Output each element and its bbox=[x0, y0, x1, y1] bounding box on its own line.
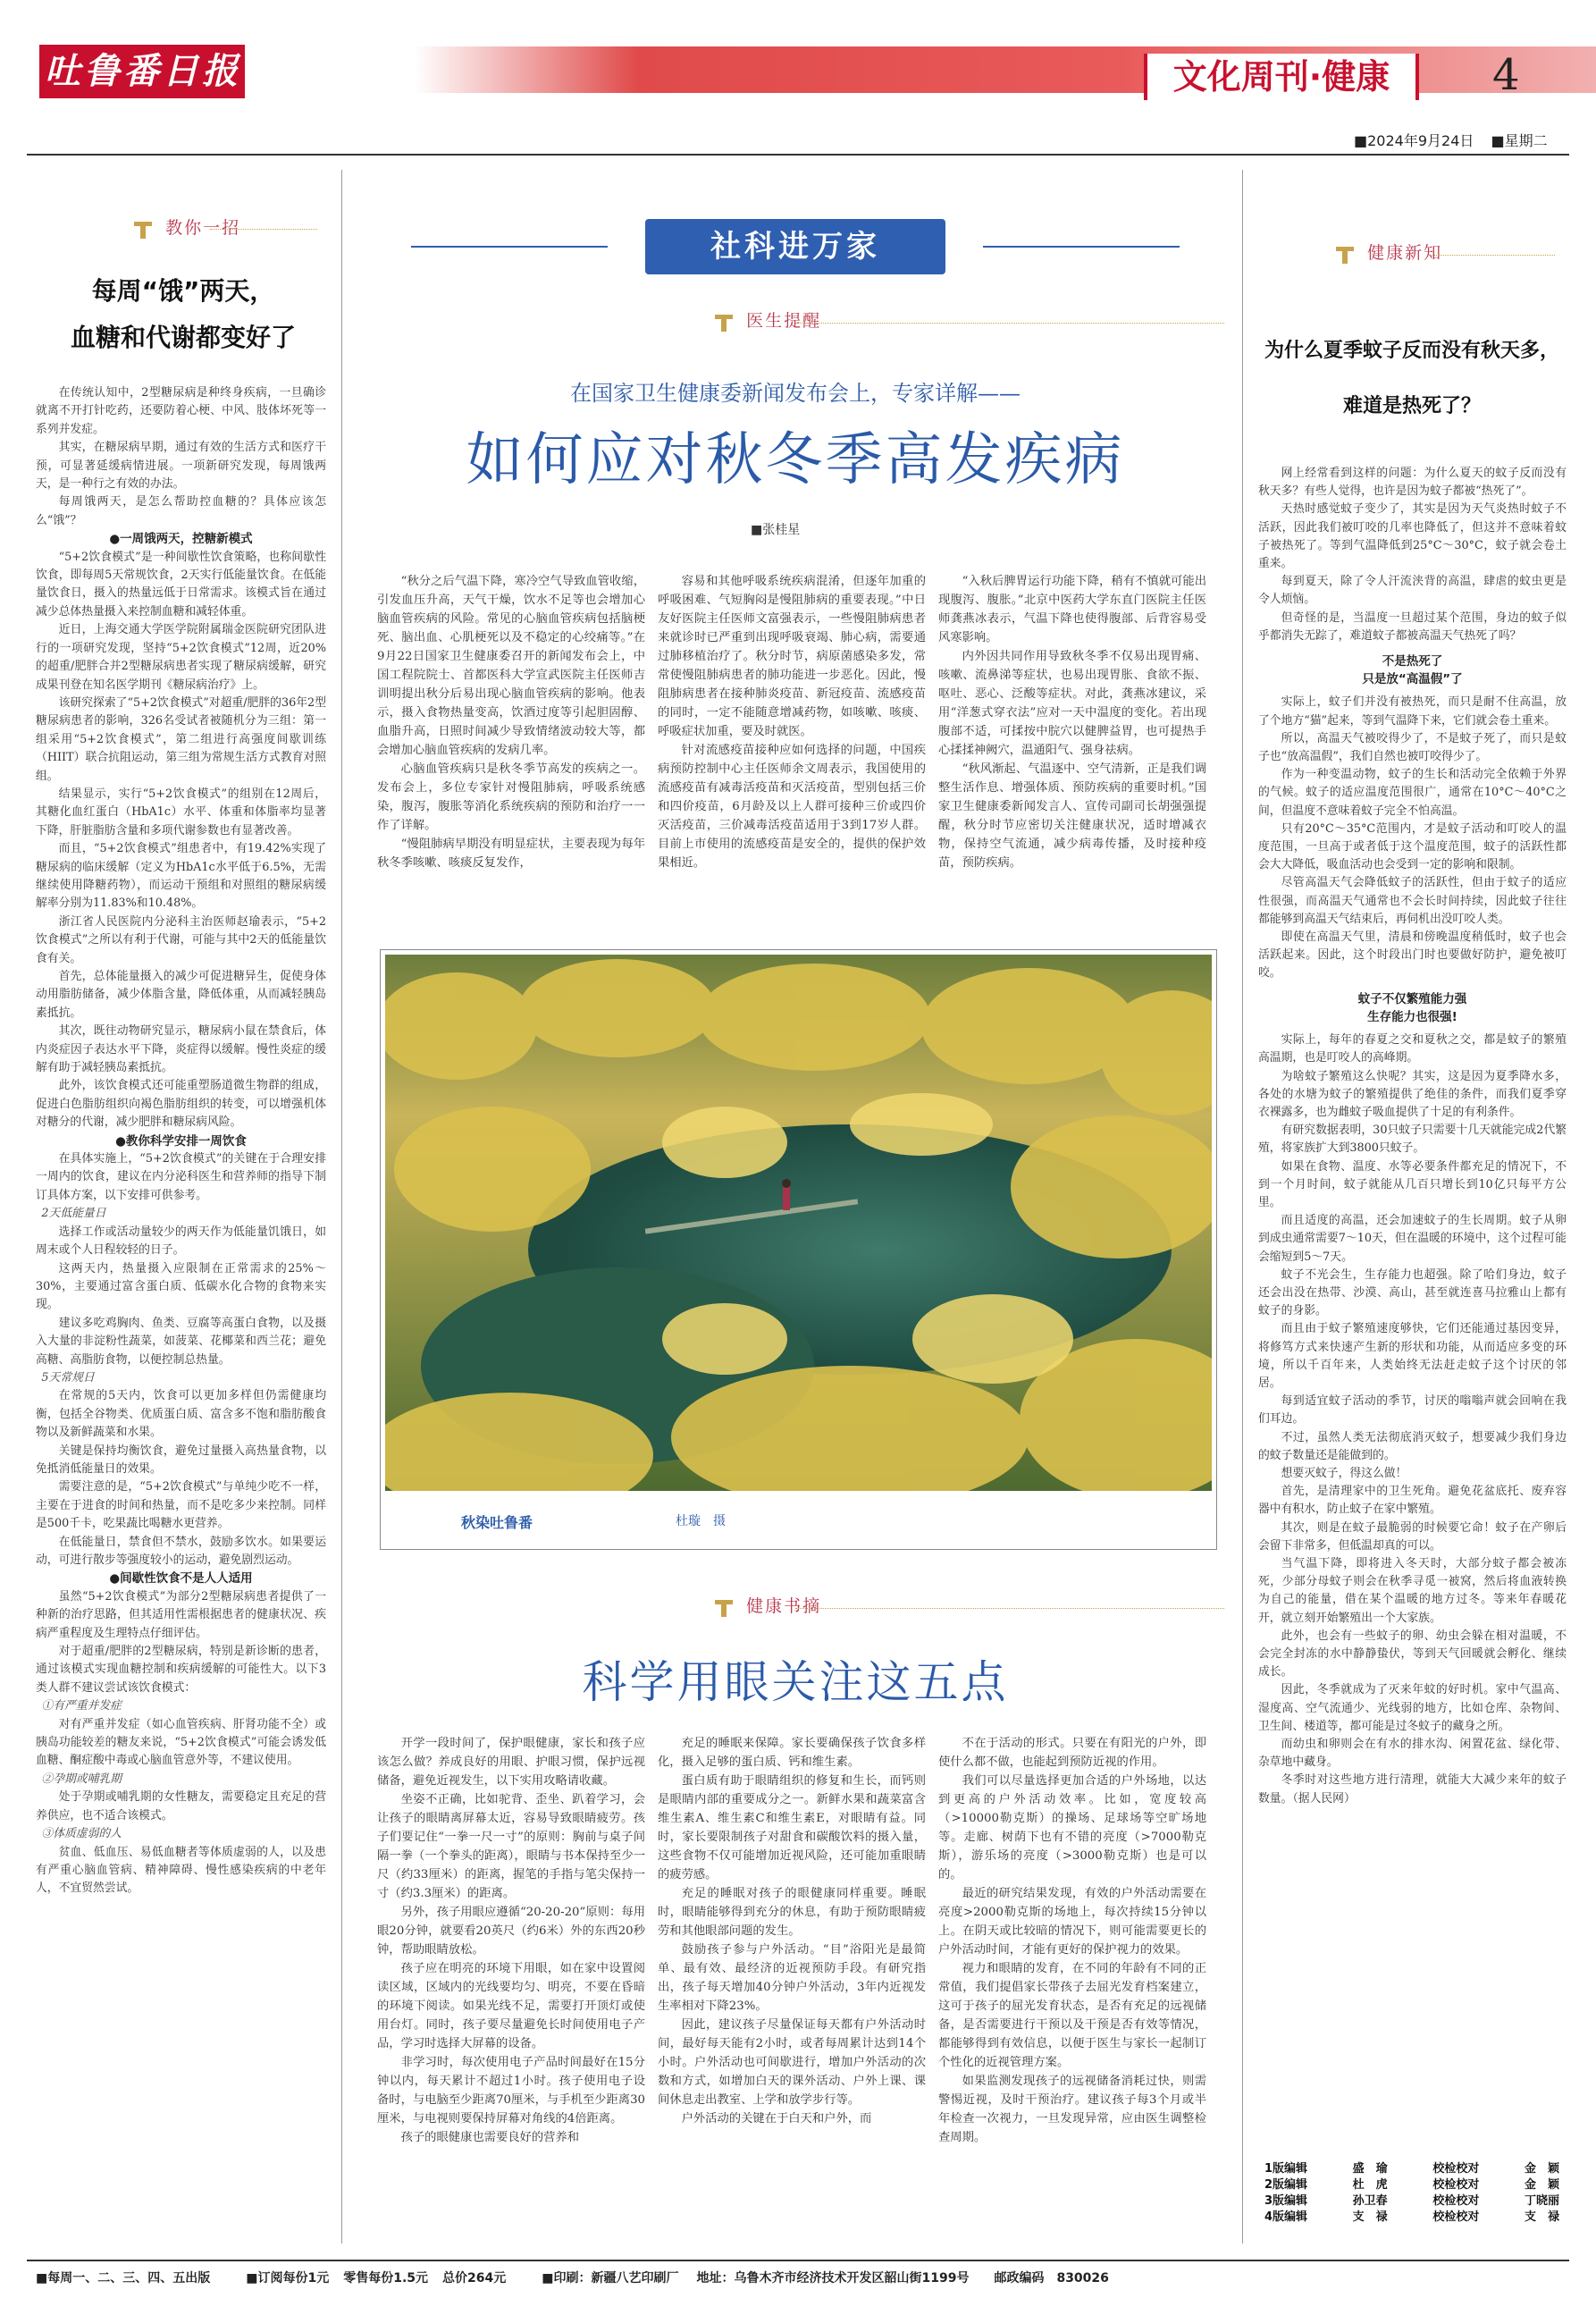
editor-cell: 孙卫春 bbox=[1352, 2194, 1388, 2208]
paragraph: 开学一段时间了，保护眼健康，家长和孩子应该怎么做？养成良好的用眼、护眼习惯，保护远视储备，避免近视发生，以下实用攻略请收藏。 bbox=[377, 1737, 645, 1788]
left-subhead-4: 5天常规日 bbox=[41, 1370, 95, 1385]
paragraph: 即使在高温天气里，清晨和傍晚温度稍低时，蚊子也会活跃起来。因此，这个时段出门时也要做好防护，避免被叮咬。 bbox=[1258, 930, 1567, 981]
left-subhead-8: ③体质虚弱的人 bbox=[41, 1827, 122, 1841]
paragraph: 其次，则是在蚊子最脆弱的时候要它命！蚊子在产卵后会留下非常多，但低温却真的可以。 bbox=[1258, 1520, 1567, 1553]
t-mark-icon bbox=[715, 1598, 735, 1618]
paragraph: 每到夏天，除了令人汗流浃背的高温，肆虐的蚊虫更是令人烦恼。 bbox=[1258, 575, 1567, 607]
editor-row bbox=[1264, 2193, 1559, 2210]
editor-cell: 3版编辑 bbox=[1264, 2194, 1308, 2208]
paragraph: 如果监测发现孩子的远视储备消耗过快，则需警惕近视，及时干预治疗。建议孩子每3个月或半年检查一次视力，一旦发现异常，应由医生调整检查周期。 bbox=[938, 2075, 1206, 2144]
paragraph: 最近的研究结果发现，有效的户外活动需要在亮度>2000勒克斯的场地上，每次持续15分钟以上。在阴天或比较暗的情况下，则可能需要更长的户外活动时间，才能有更好的保护视力的效果。 bbox=[938, 1887, 1206, 1957]
paragraph: “入秋后脾胃运行功能下降，稍有不慎就可能出现腹泻、腹胀。”北京中医药大学东直门医院主任医师龚燕冰表示，气温下降也使得腹部、后背容易受风寒影响。 bbox=[938, 575, 1206, 644]
paragraph: 坐姿不正确，比如驼背、歪坐、趴着学习，会让孩子的眼睛离屏幕太近，容易导致眼睛疲劳。孩子们要记住“一拳一尺一寸”的原则：胸前与桌子间隔一拳（一个拳头的距离），眼睛与书本保持至少一尺（约33厘米）的距离，握笔的手指与笔尖保持一寸（约3.3厘米）的距离。 bbox=[377, 1793, 645, 1900]
editor-cell: 4版编辑 bbox=[1264, 2210, 1308, 2224]
paragraph: 我们可以尽量选择更加合适的户外场地，以达到更高的户外活动效率。比如，宽度较高（>10000勒克斯）的操场、足球场等空旷场地等。走廊、树荫下也有不错的亮度（>7000勒克斯），游乐场的亮度（>3000勒克斯）也是可以的。 bbox=[938, 1774, 1206, 1881]
center-col-1 bbox=[377, 572, 645, 872]
editor-cell: 支 禄 bbox=[1352, 2210, 1388, 2224]
left-subhead-5: ●间歇性饮食不是人人适用 bbox=[109, 1571, 253, 1587]
footer bbox=[36, 2269, 1560, 2286]
editor-cell: 丁晓丽 bbox=[1524, 2194, 1559, 2208]
paragraph: 首先，是清理家中的卫生死角。避免花盆底托、废弃容器中有积水，防止蚊子在家中繁殖。 bbox=[1258, 1485, 1567, 1517]
paragraph: 其实，在糖尿病早期，通过有效的生活方式和医疗干预，可显著延缓病情进展。一项新研究发现，每周饿两天，是一种行之有效的办法。 bbox=[36, 441, 326, 492]
paragraph: 首先，总体能量摄入的减少可促进糖异生，促使身体动用脂肪储备，减少体脂含量，降低体重，从而减轻胰岛素抵抗。 bbox=[36, 970, 326, 1020]
footer-rule bbox=[27, 2260, 1569, 2261]
left-headline bbox=[36, 268, 331, 361]
editor-cell: 2版编辑 bbox=[1264, 2178, 1308, 2192]
banner-rule-right bbox=[983, 246, 1180, 248]
editor-credits bbox=[1264, 2161, 1559, 2226]
paragraph: 非学习时，每次使用电子产品时间最好在15分钟以内，每天累计不超过1小时。孩子使用电子设备时，与电脑至少距离70厘米，与手机至少距离30厘米，与电视则要保持屏幕对角线的4倍距离。 bbox=[377, 2056, 645, 2126]
editor-cell: 校检校对 bbox=[1432, 2162, 1480, 2176]
paragraph: 户外活动的关键在于白天和户外，而 bbox=[681, 2112, 872, 2126]
section-title: 文化周刊·健康 bbox=[1172, 57, 1390, 97]
secondary-headline: 科学用眼关注这五点 bbox=[582, 1656, 1009, 1708]
photo-caption: 秋染吐鲁番 bbox=[461, 1514, 533, 1531]
paragraph: “秋风渐起、气温逐中、空气清新，正是我们调整生活作息、增强体质、预防疾病的重要时机。”国家卫生健康委新闻发言人、宣传司副司长胡强强提醒，秋分时节应密切关注健康状况，适时增减衣物，保持空气流通，减少病毒传播，及时接种疫苗，预防疾病。 bbox=[938, 762, 1206, 870]
paragraph: 在常规的5天内，饮食可以更加多样但仍需健康均衡，包括全谷物类、优质蛋白质、富含多不饱和脂肪酸食物以及新鲜蔬菜和水果。 bbox=[36, 1389, 326, 1440]
editor-cell: 金 颖 bbox=[1524, 2162, 1559, 2176]
left-section-label: 教你一招 bbox=[134, 215, 240, 240]
masthead bbox=[0, 0, 1596, 149]
left-subhead-6: ①有严重并发症 bbox=[41, 1699, 122, 1713]
paragraph: 如果在食物、温度、水等必要条件都充足的情况下，不到一个月时间，蚊子就能从几百只增长到10亿只每平方公里。 bbox=[1258, 1159, 1567, 1209]
paragraph: 所以，高温天气被咬得少了，不是蚊子死了，而只是蚊子也“放高温假”，我们自然也被叮咬得少了。 bbox=[1258, 731, 1567, 764]
right-subhead-1a: 不是热死了 bbox=[1382, 654, 1443, 669]
photo-credit: 杜璇 摄 bbox=[676, 1514, 726, 1528]
footer-item: 地址：乌鲁木齐市经济技术开发区韶山街1199号 bbox=[696, 2271, 970, 2286]
t-mark-icon bbox=[1336, 245, 1356, 265]
t-mark-icon bbox=[134, 220, 154, 240]
paragraph: 天热时感觉蚊子变少了，其实是因为天气炎热时蚊子不活跃，因此我们被叮咬的几率也降低了，但这并不意味着蚊子被热死了。等到气温降低到25°C～30°C，蚊子就会卷土重来。 bbox=[1258, 502, 1567, 571]
paragraph: 为啥蚊子繁殖这么快呢？其实，这是因为夏季降水多，各处的水塘为蚊子的繁殖提供了绝佳的条件，而我们夏季穿衣裸露多，也为雌蚊子吸血提供了十足的有利条件。 bbox=[1258, 1069, 1567, 1119]
paragraph: 关键是保持均衡饮食，避免过量摄入高热量食物，以免抵消低能量日的效果。 bbox=[36, 1444, 326, 1476]
editor-cell: 校检校对 bbox=[1432, 2194, 1480, 2208]
paragraph: 而且，“5+2饮食模式”组患者中，有19.42%实现了糖尿病的临床缓解（定义为HbA1c水平低于6.5%，无需继续使用降糖药物），而运动干预组和对照组的糖尿病缓解率分别为11.83%和10.48%。 bbox=[36, 842, 326, 911]
banner-box bbox=[645, 219, 945, 274]
paragraph: 鼓励孩子参与户外活动。“目”浴阳光是最简单、最有效、最经济的近视预防手段。有研究指出，孩子每天增加40分钟户外活动，3年内近视发生率相对下降23%。 bbox=[658, 1943, 926, 2013]
paragraph: 不过，虽然人类无法彻底消灭蚊子，想要减少我们身边的蚊子数量还是能做到的。 bbox=[1258, 1430, 1567, 1462]
right-section-label: 健康新知 bbox=[1336, 240, 1442, 265]
paragraph: 因此，建议孩子尽量保证每天都有户外活动时间，最好每天能有2小时，或者每周累计达到14个小时。户外活动也可间歇进行，增加户外活动的次数和方式，如增加白天的课外活动、户外上课、课间休息走出教室、上学和放学步行等。 bbox=[658, 2018, 926, 2107]
right-subhead-1b: 只是放“高温假”了 bbox=[1362, 672, 1463, 687]
paragraph: 充足的睡眠来保障。家长要确保孩子饮食多样化，摄入足够的蛋白质、钙和维生素。 bbox=[658, 1737, 926, 1769]
paragraph: 此外，该饮食模式还可能重塑肠道微生物群的组成，促进白色脂肪组织向褐色脂肪组织的转变，可以增强机体对糖分的代谢，减少肥胖和糖尿病风险。 bbox=[36, 1079, 326, 1130]
paragraph: 需要注意的是，“5+2饮食模式”与单纯少吃不一样，主要在于进食的时间和热量，而不是吃多少来控制。同样是500千卡，吃果蔬比喝糖水更营养。 bbox=[36, 1480, 326, 1531]
center-label-rule bbox=[795, 323, 1224, 324]
paragraph: 蛋白质有助于眼睛组织的修复和生长，而钙则是眼睛内部的重要成分之一。新鲜水果和蔬菜富含维生素A、维生素C和维生素E，对眼睛有益。同时，家长要限制孩子对甜食和碳酸饮料的摄入量，这些食物不仅可能增加近视风险，还可能加重眼睛的疲劳感。 bbox=[658, 1774, 926, 1881]
center-label-rule-2 bbox=[795, 1608, 1224, 1609]
paragraph: 选择工作或活动量较少的两天作为低能量饥饿日，如周末或个人日程较轻的日子。 bbox=[36, 1225, 326, 1258]
photo-autumn-turpan bbox=[385, 955, 1212, 1491]
left-subhead-1: ●一周饿两天，控糖新模式 bbox=[109, 532, 253, 547]
center-col-4 bbox=[377, 1734, 645, 2147]
paragraph: 视力和眼睛的发育，在不同的年龄有不同的正常值，我们提倡家长带孩子去屈光发育档案建立，这可于孩子的屈光发育状态，是否有充足的远视储备，是否需要进行干预以及干预是否有效等情况，都能够得到有效信息，以便于医生与家长一起制订个性化的近视管理方案。 bbox=[938, 1962, 1206, 2069]
paragraph: 结果显示，实行“5+2饮食模式”的组别在12周后，其糖化血红蛋白（HbA1c）水平、体重和体脂率均显著下降，肝脏脂肪含量和多项代谢参数也有显著改善。 bbox=[36, 787, 326, 838]
paragraph: 浙江省人民医院内分泌科主治医师赵瑜表示，“5+2饮食模式”之所以有利于代谢，可能与其中2天的低能量饮食有关。 bbox=[36, 914, 326, 965]
paragraph: 在具体实施上，“5+2饮食模式”的关键在于合理安排一周内的饮食，建议在内分泌科医生和营养师的指导下制订具体方案，以下安排可供参考。 bbox=[36, 1152, 326, 1202]
left-article-body bbox=[36, 384, 326, 1898]
left-subhead-2: ●教你科学安排一周饮食 bbox=[115, 1133, 247, 1149]
center-col-6 bbox=[938, 1734, 1206, 2147]
left-headline-line1: 每周“饿”两天， bbox=[91, 276, 275, 306]
right-headline bbox=[1251, 324, 1573, 434]
paragraph: 实际上，蚊子们并没有被热死，而只是耐不住高温，放了个地方“猫”起来，等到气温降下来，它们就会卷土重来。 bbox=[1258, 695, 1567, 728]
paragraph: 虽然“5+2饮食模式”为部分2型糖尿病患者提供了一种新的治疗思路，但其适用性需根据患者的健康状况、疾病严重程度及生理特点仔细评估。 bbox=[36, 1589, 326, 1640]
editor-cell: 1版编辑 bbox=[1264, 2162, 1308, 2176]
right-label-rule bbox=[1430, 255, 1555, 256]
paragraph: “慢阻肺病早期没有明显症状，主要表现为每年秋冬季咳嗽、咳痰反复发作， bbox=[377, 838, 645, 870]
paragraph: 其次，既往动物研究显示，糖尿病小鼠在禁食后，体内炎症因子表达水平下降，炎症得以缓解。慢性炎症的缓解有助于减轻胰岛素抵抗。 bbox=[36, 1024, 326, 1075]
paragraph: 蚊子不光会生，生存能力也超强。除了哈们身边，蚊子还会出没在热带、沙漠、高山，甚至就连喜马拉雅山上都有蚊子的身影。 bbox=[1258, 1267, 1567, 1318]
editor-row bbox=[1264, 2210, 1559, 2226]
paragraph: 容易和其他呼吸系统疾病混淆，但逐年加重的呼吸困难、气短胸闷是慢阻肺病的重要表现。”中日友好医院主任医师文富强表示，一些慢阻肺病患者来就诊时已严重到出现呼吸衰竭、肺心病，需要通过肺移植治疗了。秋分时节，病原菌感染多发，常常使慢阻肺病患者的肺功能进一步恶化。因此，慢阻肺病患者在接种肺炎疫苗、新冠疫苗、流感疫苗的同时，一定不能随意增减药物，如咳嗽、咳痰、呼吸症状加重，要及时就医。 bbox=[658, 575, 926, 738]
page-number: 4 bbox=[1492, 50, 1520, 100]
section-title-box bbox=[1144, 54, 1419, 100]
editor-row bbox=[1264, 2177, 1559, 2193]
masthead-rule bbox=[27, 154, 1569, 156]
paragraph: 网上经常看到这样的问题：为什么夏天的蚊子反而没有秋天多？有些人觉得，也许是因为蚊子都被“热死了”。 bbox=[1258, 467, 1567, 499]
paragraph: 另外，孩子用眼应遵循“20-20-20”原则：每用眼20分钟，就要看20英尺（约6米）外的东西20秒钟，帮助眼睛放松。 bbox=[377, 1906, 645, 1957]
right-headline-line1: 为什么夏季蚊子反而没有秋天多， bbox=[1264, 340, 1559, 362]
center-col-3 bbox=[938, 572, 1206, 872]
paragraph: 内外因共同作用导致秋冬季不仅易出现胃痛、咳嗽、流鼻涕等症状，也易出现胃胀、食欲不振、呕吐、恶心、泛酸等症状。对此，龚燕冰建议，采用“洋葱式穿衣法”应对一天中温度的变化。若出现腹部不适，可揉按中脘穴以健脾益胃，也可提热手心揉揉神阙穴，温通阳气、强身祛病。 bbox=[938, 650, 1206, 757]
paragraph: 这两天内，热量摄入应限制在正常需求的25%～30%，主要通过富含蛋白质、低碳水化合物的食物来实现。 bbox=[36, 1261, 326, 1312]
paragraph: 每周饿两天，是怎么帮助控血糖的？具体应该怎么“饿”？ bbox=[36, 495, 326, 527]
editor-cell: 盛 瑜 bbox=[1352, 2162, 1388, 2176]
paragraph: 在传统认知中，2型糖尿病是种终身疾病，一旦确诊就离不开打针吃药，还要防着心梗、中风、肢体坏死等一系列并发症。 bbox=[36, 386, 326, 436]
editor-cell: 金 颖 bbox=[1524, 2178, 1559, 2192]
paragraph: 孩子应在明亮的环境下用眼，如在家中设置阅读区域，区域内的光线要均匀、明亮，不要在昏暗的环境下阅读。如果光线不足，需要打开顶灯或使用台灯。同时，孩子要尽量避免长时间使用电子产品，学习时选择大屏幕的设备。 bbox=[377, 1962, 645, 2050]
paragraph: 不在于活动的形式。只要在有阳光的户外，即使什么都不做，也能起到预防近视的作用。 bbox=[938, 1737, 1206, 1769]
editor-cell: 支 禄 bbox=[1524, 2210, 1559, 2224]
rule-left bbox=[341, 170, 342, 2243]
t-mark-icon bbox=[715, 313, 735, 333]
left-headline-line2: 血糖和代谢都变好了 bbox=[70, 323, 296, 352]
editor-cell: 校检校对 bbox=[1432, 2210, 1480, 2224]
center-col-2 bbox=[658, 572, 926, 872]
paragraph: “秋分之后气温下降，寒冷空气导致血管收缩，引发血压升高，天气干燥，饮水不足等也会增加心脑血管疾病的风险。常见的心脑血管疾病包括脑梗死、脑出血、心肌梗死以及不稳定的心绞痛等。”在9月22日国家卫生健康委召开的新闻发布会上，中国工程院院士、首都医科大学宣武医院主任医师吉训明提出秋分后易出现心脑血管疾病的影响。他表示，摄入食物热量变高，饮酒过度等引起胆固醇、血脂升高，日照时间减少导致情绪波动较大等，都会增加心脑血管疾病的发病几率。 bbox=[377, 575, 645, 757]
main-headline: 如何应对秋冬季高发疾病 bbox=[466, 427, 1125, 493]
paragraph: 贫血、低血压、易低血糖者等体质虚弱的人，以及患有严重心脑血管病、精神障碍、慢性感染疾病的中老年人，不宜贸然尝试。 bbox=[36, 1845, 326, 1896]
right-article-body bbox=[1258, 465, 1567, 1808]
footer-item: 邮政编码 830026 bbox=[994, 2271, 1109, 2286]
paragraph: 建议多吃鸡胸肉、鱼类、豆腐等高蛋白食物，以及摄入大量的非淀粉性蔬菜，如菠菜、花椰菜和西兰花；避免高糖、高脂肪食物，以便控制总热量。 bbox=[36, 1316, 326, 1367]
byline: ■张桂星 bbox=[751, 523, 801, 537]
paragraph: 针对流感疫苗接种应如何选择的问题，中国疾病预防控制中心主任医师余文周表示，我国使用的流感疫苗有减毒活疫苗和灭活疫苗，型别包括三价和四价疫苗，6月龄及以上人群可接种三价或四价灭活疫苗，三价减毒活疫苗适用于3到17岁人群。目前上市使用的流感疫苗是安全的，提供的保护效果相近。 bbox=[658, 744, 926, 870]
footer-item: 零售每份1.5元 bbox=[343, 2271, 429, 2286]
paragraph: 实际上，每年的春夏之交和夏秋之交，都是蚊子的繁殖高温期，也是叮咬人的高峰期。 bbox=[1258, 1033, 1567, 1065]
paragraph: 尽管高温天气会降低蚊子的活跃性，但由于蚊子的适应性很强，而高温天气通常也不会长时间持续，因此蚊子往往都能够到高温天气结束后，再伺机出没叮咬人类。 bbox=[1258, 876, 1567, 926]
paragraph: 因此，冬季就成为了灭来年蚊的好时机。家中气温高、湿度高、空气流通少、光线弱的地方，比如仓库、杂物间、卫生间、楼道等，都可能是过冬蚊子的藏身之所。 bbox=[1258, 1683, 1567, 1733]
paragraph: “5+2饮食模式”是一种间歇性饮食策略，也称间歇性饮食，即每周5天常规饮食，2天实行低能量饮食。在低能量饮食日，摄入的热量远低于日常需求。该模式旨在通过减少总体热量摄入来控制血糖和减轻体重。 bbox=[36, 550, 326, 619]
editor-cell: 杜 虎 bbox=[1352, 2178, 1388, 2192]
paragraph: 当气温下降，即将进入冬天时，大部分蚊子都会被冻死，少部分母蚊子则会在秋季寻觅一被窝，然后将血液转换为自己的能量，借在某个温暖的地方过冬。等来年春暖花开，就立刻开始繁殖出一个大家族。 bbox=[1258, 1556, 1567, 1625]
right-headline-line2: 难道是热死了？ bbox=[1342, 395, 1481, 417]
left-subhead-7: ②孕期或哺乳期 bbox=[41, 1772, 122, 1786]
paragraph: 想要灭蚊子，得这么做！ bbox=[1281, 1466, 1407, 1480]
paragraph: 而且由于蚊子繁殖速度够快，它们还能通过基因变异，将修笃方式来快速产生新的形状和功能，从而适应多变的环境，所以千百年来，人类始终无法赶走蚊子这个讨厌的邻居。 bbox=[1258, 1322, 1567, 1390]
banner-title: 社科进万家 bbox=[710, 229, 880, 265]
paragraph: 对有严重并发症（如心血管疾病、肝肾功能不全）或胰岛功能较差的糖友来说，“5+2饮食模式”可能会诱发低血糖、酮症酸中毒或心脑血管意外等，不建议使用。 bbox=[36, 1717, 326, 1768]
paragraph: 而幼虫和卵则会在有水的排水沟、闲置花盆、绿化带、杂草地中藏身。 bbox=[1258, 1738, 1567, 1770]
paragraph: 但奇怪的是，当温度一旦超过某个范围，身边的蚊子似乎都消失无踪了，难道蚊子都被高温天气热死了吗？ bbox=[1258, 610, 1567, 643]
footer-item: ■印刷：新疆八艺印刷厂 bbox=[542, 2271, 679, 2286]
footer-item: ■每周一、二、三、四、五出版 bbox=[36, 2271, 211, 2286]
center-col-5 bbox=[658, 1734, 926, 2128]
paragraph: 近日，上海交通大学医学院附属瑞金医院研究团队进行的一项研究发现，坚持“5+2饮食模式”12周，近20%的超重/肥胖合并2型糖尿病患者实现了糖尿病缓解，研究成果刊登在知名医学期刊《糖尿病治疗》上。 bbox=[36, 623, 326, 692]
paragraph: 该研究探索了“5+2饮食模式”对超重/肥胖的36年2型糖尿病患者的影响，326名受试者被随机分为三组：第一组采用“5+2饮食模式”，第二组进行高强度间歇训练（HIIT）联合抗阻运动，第三组为常规生活方式教育对照组。 bbox=[36, 695, 326, 783]
paragraph: 此外，也会有一些蚊子的卵、幼虫会躲在相对温暖，不会完全封冻的水中静静蛰伏，等到天气回暖就会孵化、继续成长。 bbox=[1258, 1629, 1567, 1679]
right-subhead-2a: 蚊子不仅繁殖能力强 bbox=[1357, 991, 1467, 1006]
paragraph: 充足的睡眠对孩子的眼健康同样重要。睡眠时，眼睛能够得到充分的休息，有助于预防眼睛疲劳和其他眼部问题的发生。 bbox=[658, 1887, 926, 1938]
paragraph: 有研究数据表明，30只蚊子只需要十几天就能完成2代繁殖，将家族扩大到3800只蚊子。 bbox=[1258, 1124, 1567, 1156]
footer-item: ■订阅每份1元 bbox=[246, 2271, 330, 2286]
paragraph: 作为一种变温动物，蚊子的生长和活动完全依赖于外界的气候。蚊子的适应温度范围很广，通常在10°C～40°C之间，但温度不意味着蚊子完全不怕高温。 bbox=[1258, 768, 1567, 818]
rule-right bbox=[1242, 170, 1243, 2243]
paragraph: 在低能量日，禁食但不禁水，鼓励多饮水。如果要运动，可进行散步等强度较小的运动，避免剧烈运动。 bbox=[36, 1535, 326, 1567]
editor-row bbox=[1264, 2161, 1559, 2177]
issue-date: ■2024年9月24日 ■星期二 bbox=[1354, 132, 1548, 149]
paragraph: 冬季时对这些地方进行清理，就能大大减少来年的蚊子数量。（据人民网） bbox=[1258, 1773, 1567, 1806]
paragraph: 孩子的眼健康也需要良好的营养和 bbox=[400, 2131, 580, 2144]
paragraph: 对于超重/肥胖的2型糖尿病，特别是新诊断的患者，通过该模式实现血糖控制和疾病缓解的可能性大。以下3类人群不建议尝试该饮食模式： bbox=[36, 1645, 326, 1695]
banner-rule-left bbox=[411, 246, 608, 248]
left-subhead-3: 2天低能量日 bbox=[41, 1207, 106, 1221]
photo-frame bbox=[380, 949, 1217, 1550]
right-subhead-2b: 生存能力也很强! bbox=[1367, 1009, 1457, 1024]
paragraph: 处于孕期或哺乳期的女性糖友，需要稳定且充足的营养供应，也不适合该模式。 bbox=[36, 1790, 326, 1823]
paragraph: 每到适宜蚊子活动的季节，讨厌的嗡嗡声就会回响在我们耳边。 bbox=[1258, 1394, 1567, 1427]
paragraph: 而且适度的高温，还会加速蚊子的生长周期。蚊子从卵到成虫通常需要7～10天，但在温暖的环境中，这个过程可能会缩短到5～7天。 bbox=[1258, 1214, 1567, 1264]
editor-cell: 校检校对 bbox=[1432, 2178, 1480, 2192]
kicker: 在国家卫生健康委新闻发布会上，专家详解—— bbox=[570, 381, 1021, 406]
logo-text: 吐鲁番日报 bbox=[45, 50, 241, 92]
footer-item: 总价264元 bbox=[442, 2271, 507, 2286]
paragraph: 心脑血管疾病只是秋冬季节高发的疾病之一。发布会上，多位专家针对慢阻肺病，呼吸系统感染，腹泻，腹胀等消化系统疾病的预防和治疗一一作了详解。 bbox=[377, 762, 645, 832]
center-section-label: 医生提醒 bbox=[715, 307, 821, 333]
center-section-label-2: 健康书摘 bbox=[715, 1593, 821, 1618]
left-label-rule bbox=[210, 229, 317, 230]
paragraph: 只有20°C～35°C范围内，才是蚊子活动和叮咬人的温度范围，一旦高于或者低于这个温度范围，蚊子的活跃性都会大大降低，吸血活动也会受到一定的影响和限制。 bbox=[1258, 821, 1567, 872]
